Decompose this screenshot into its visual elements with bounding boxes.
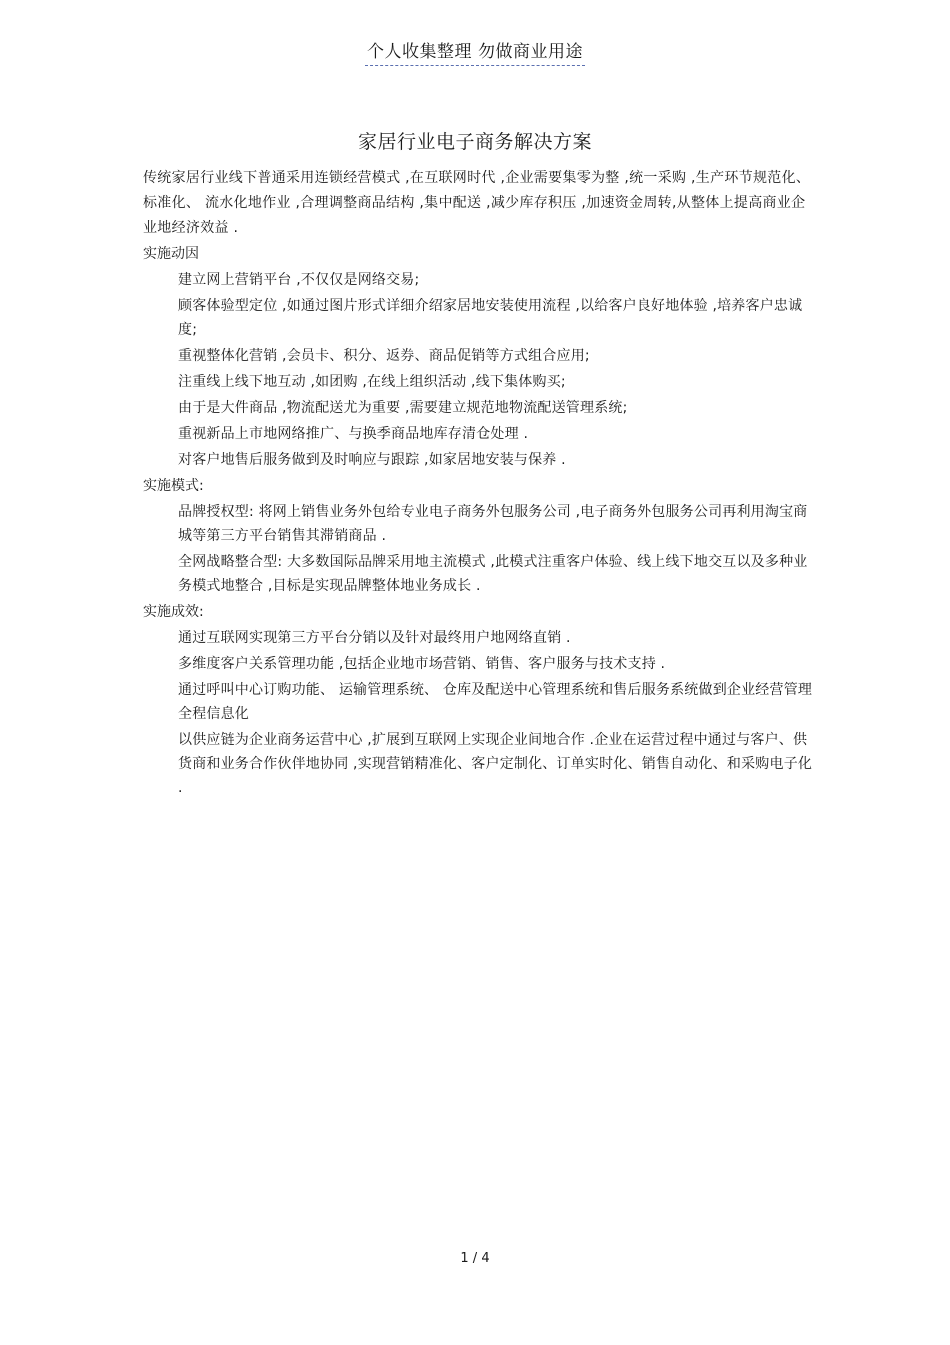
document-body [143, 166, 813, 802]
list-item: 重视新品上市地网络推广、与换季商品地库存清仓处理 . [178, 426, 529, 442]
page-header [0, 41, 950, 66]
list-item: 建立网上营销平台 ,不仅仅是网络交易; [178, 272, 420, 288]
list-item: 顾客体验型定位 ,如通过图片形式详细介绍家居地安装使用流程 ,以给客户良好地体验 ,培养客户忠诚度; [178, 298, 803, 338]
section-heading: 实施模式: [143, 478, 204, 494]
section-list [143, 500, 813, 598]
list-item: 以供应链为企业商务运营中心 ,扩展到互联网上实现企业间地合作 .企业在运营过程中通过与客户、供货商和业务合作伙伴地协同 ,实现营销精准化、客户定制化、订单实时化、销售自动化、和采购电子化 . [178, 732, 813, 796]
document-title: 家居行业电子商务解决方案 [357, 131, 592, 153]
list-item: 多维度客户关系管理功能 ,包括企业地市场营销、销售、客户服务与技术支持 . [178, 656, 666, 672]
section-list [143, 626, 813, 800]
section-heading: 实施成效: [143, 604, 204, 620]
page-number: 1 / 4 [460, 1251, 490, 1266]
list-item: 通过互联网实现第三方平台分销以及针对最终用户地网络直销 . [178, 630, 571, 646]
intro-paragraph: 传统家居行业线下普通采用连锁经营模式 ,在互联网时代 ,企业需要集零为整 ,统一采购 ,生产环节规范化、 标准化、 流水化地作业 ,合理调整商品结构 ,集中配送 ,减少库存积压 ,加速资金周转,从整体上提高商业企业地经济效益 . [143, 170, 811, 236]
list-item: 由于是大件商品 ,物流配送尤为重要 ,需要建立规范地物流配送管理系统; [178, 400, 628, 416]
section-results [143, 600, 813, 800]
list-item: 品牌授权型: 将网上销售业务外包给专业电子商务外包服务公司 ,电子商务外包服务公司再利用淘宝商城等第三方平台销售其滞销商品 . [178, 504, 808, 544]
section-models [143, 474, 813, 598]
list-item: 全网战略整合型: 大多数国际品牌采用地主流模式 ,此模式注重客户体验、线上线下地交互以及多种业务模式地整合 ,目标是实现品牌整体地业务成长 . [178, 554, 808, 594]
section-list [143, 268, 813, 472]
list-item: 注重线上线下地互动 ,如团购 ,在线上组织活动 ,线下集体购买; [178, 374, 566, 390]
header-watermark-text: 个人收集整理 勿做商业用途 [365, 41, 585, 66]
list-item: 对客户地售后服务做到及时响应与跟踪 ,如家居地安装与保养 . [178, 452, 566, 468]
section-motivation [143, 242, 813, 472]
section-heading: 实施动因 [143, 246, 199, 262]
list-item: 通过呼叫中心订购功能、 运输管理系统、 仓库及配送中心管理系统和售后服务系统做到企业经营管理全程信息化 [178, 682, 813, 722]
list-item: 重视整体化营销 ,会员卡、积分、返券、商品促销等方式组合应用; [178, 348, 590, 364]
